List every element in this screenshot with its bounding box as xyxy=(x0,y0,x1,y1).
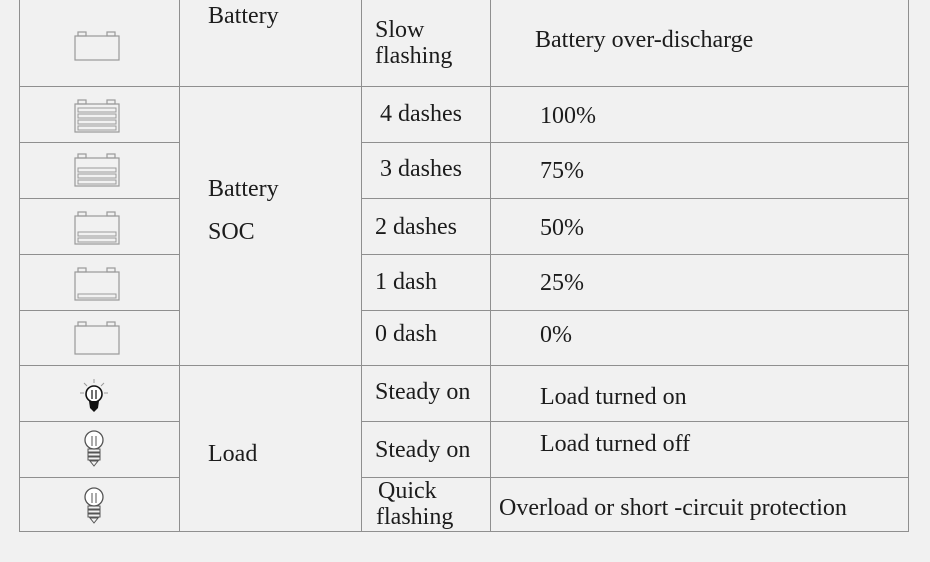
status-text: 0 dash xyxy=(375,321,437,347)
meaning-text: 100% xyxy=(540,103,596,129)
row-divider xyxy=(361,254,909,255)
meaning-text: Load turned on xyxy=(540,384,687,410)
group-label-soc: SOC xyxy=(208,219,255,245)
meaning-text: 0% xyxy=(540,322,572,348)
status-text: Slow xyxy=(375,17,425,43)
row-divider xyxy=(19,365,909,366)
status-text: Steady on xyxy=(375,437,471,463)
group-label-load: Load xyxy=(208,441,258,467)
status-text: 4 dashes xyxy=(380,101,462,127)
column-divider xyxy=(490,0,491,532)
status-text: 2 dashes xyxy=(375,214,457,240)
meaning-text: 50% xyxy=(540,215,584,241)
bulb-off-icon xyxy=(79,486,109,526)
row-divider xyxy=(19,421,179,422)
battery-empty-icon xyxy=(74,30,120,62)
row-divider xyxy=(361,198,909,199)
battery-4-dash-icon xyxy=(74,98,120,134)
battery-0-dash-icon xyxy=(74,320,120,356)
battery-1-dash-icon xyxy=(74,266,120,302)
status-text: Quick xyxy=(378,478,437,504)
status-text: flashing xyxy=(376,504,454,530)
group-label-battery: Battery xyxy=(208,3,279,29)
row-divider xyxy=(19,254,179,255)
table-left-border xyxy=(19,0,20,532)
status-text: Steady on xyxy=(375,379,471,405)
meaning-text: Overload or short -circuit protection xyxy=(499,495,847,521)
meaning-text: 75% xyxy=(540,158,584,184)
battery-3-dash-icon xyxy=(74,152,120,188)
status-text: 3 dashes xyxy=(380,156,462,182)
column-divider xyxy=(179,0,180,532)
row-divider xyxy=(19,198,179,199)
row-divider xyxy=(361,310,909,311)
status-text: flashing xyxy=(375,43,453,69)
table-bottom-border xyxy=(19,531,909,532)
status-text: 1 dash xyxy=(375,269,437,295)
row-divider xyxy=(361,142,909,143)
group-label-battery-soc: Battery xyxy=(208,176,279,202)
row-divider xyxy=(361,477,909,478)
row-divider xyxy=(19,142,179,143)
battery-2-dash-icon xyxy=(74,210,120,246)
meaning-text: Load turned off xyxy=(540,431,691,457)
meaning-text: Battery over-discharge xyxy=(535,27,754,53)
table-right-border xyxy=(908,0,909,532)
row-divider xyxy=(19,86,909,87)
bulb-on-icon xyxy=(74,377,114,417)
indicator-table xyxy=(19,0,909,532)
meaning-text: 25% xyxy=(540,270,584,296)
bulb-off-icon xyxy=(79,429,109,469)
row-divider xyxy=(19,477,179,478)
row-divider xyxy=(19,310,179,311)
row-divider xyxy=(361,421,909,422)
column-divider xyxy=(361,0,362,532)
